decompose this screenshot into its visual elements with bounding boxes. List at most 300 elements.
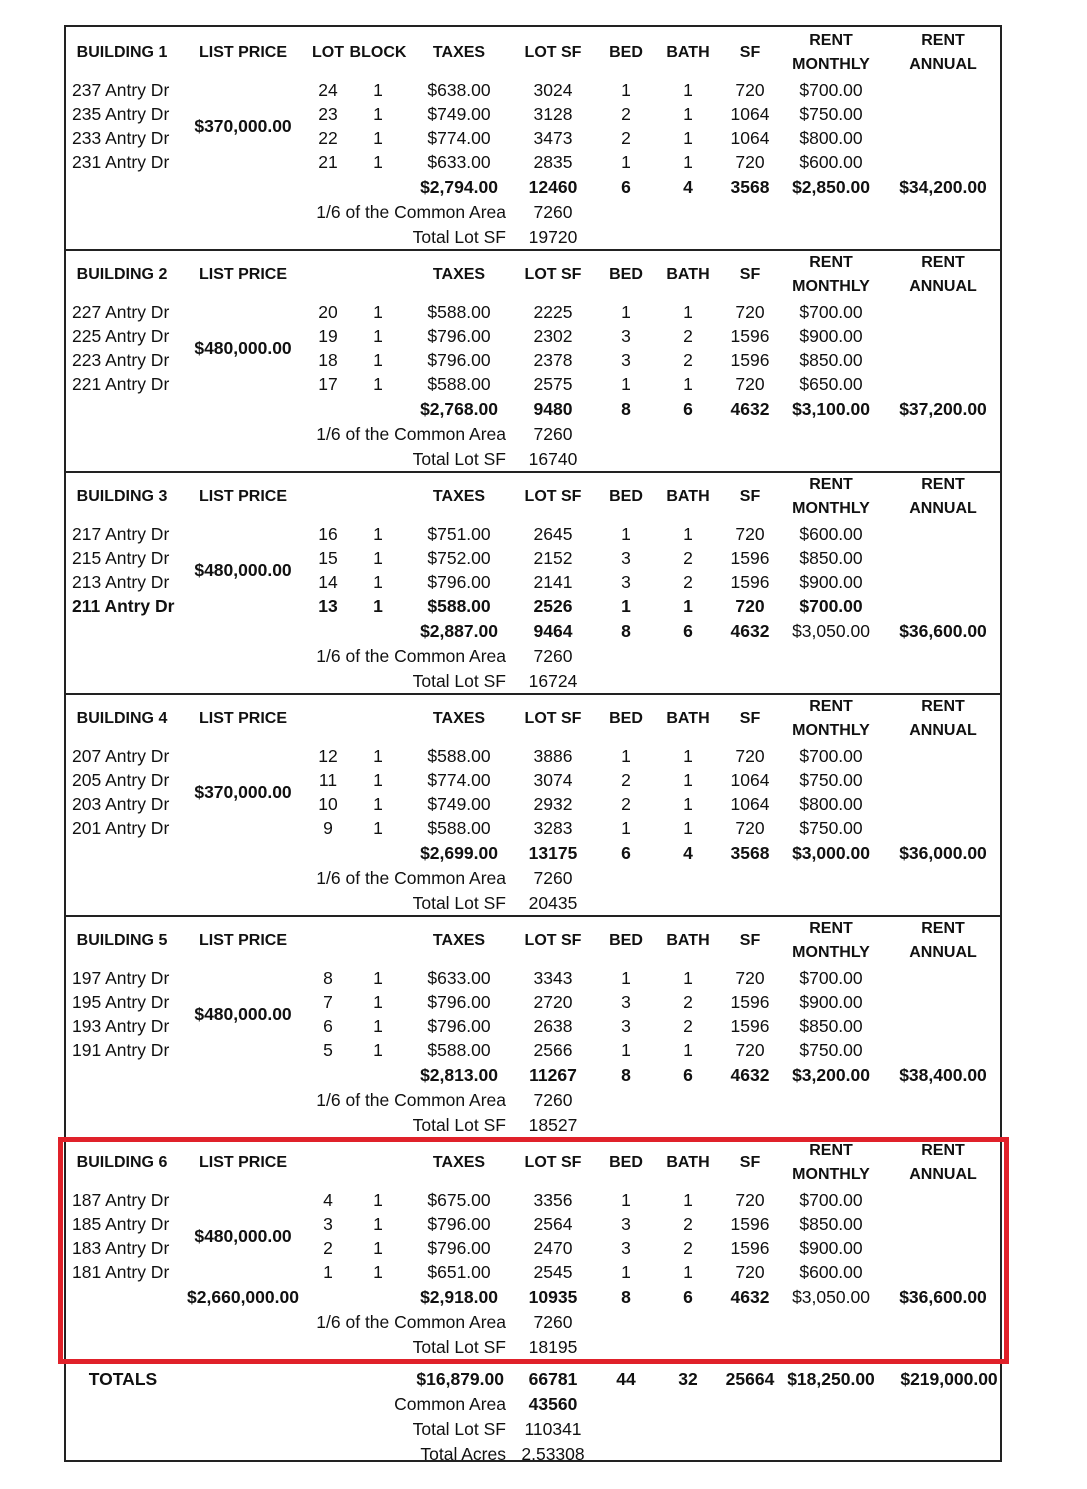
lot-sf-header: LOT SF [524,266,582,283]
building-name: BUILDING 6 [76,1154,168,1171]
unit-lot-sf: 3128 [533,104,573,124]
totals-sf: 25664 [725,1369,775,1389]
subtotal-bath: 4 [683,843,693,863]
unit-address: 217 Antry Dr [72,524,170,544]
unit-sf: 720 [735,524,765,544]
common-area-value: 7260 [533,646,573,666]
subtotal-rent-monthly: $3,200.00 [792,1065,870,1085]
rent-annual-header-bottom: ANNUAL [909,500,977,517]
unit-lot-sf: 2545 [533,1262,573,1282]
unit-address: 211 Antry Dr [72,596,175,616]
list-price: $370,000.00 [194,782,292,802]
unit-sf: 720 [735,1262,765,1282]
unit-taxes: $774.00 [427,128,491,148]
unit-address: 227 Antry Dr [72,302,170,322]
unit-block: 1 [373,1040,383,1060]
unit-bed: 1 [621,80,631,100]
sf-header: SF [739,932,761,949]
unit-rent-monthly: $750.00 [799,104,863,124]
building-block [66,249,1000,473]
taxes-header: TAXES [432,488,486,505]
unit-lot: 1 [323,1262,333,1282]
unit-bath: 2 [683,548,693,568]
unit-taxes: $588.00 [427,302,491,322]
unit-lot-sf: 2932 [533,794,573,814]
list-price: $370,000.00 [194,116,292,136]
unit-rent-monthly: $750.00 [799,770,863,790]
rent-monthly-header-bottom: MONTHLY [792,500,870,517]
taxes-header: TAXES [432,932,486,949]
unit-taxes: $749.00 [427,794,491,814]
unit-taxes: $633.00 [427,968,491,988]
unit-address: 213 Antry Dr [72,572,170,592]
unit-rent-monthly: $900.00 [799,326,863,346]
unit-bath: 2 [683,992,693,1012]
totals-common-area: 43560 [528,1394,578,1414]
unit-taxes: $638.00 [427,80,491,100]
unit-bed: 3 [621,1238,631,1258]
unit-lot-sf: 2152 [533,548,573,568]
unit-sf: 1064 [730,128,770,148]
totals-section [66,1363,1000,1463]
unit-address: 183 Antry Dr [72,1238,170,1258]
unit-lot: 2 [323,1238,333,1258]
lot-sf-header: LOT SF [524,932,582,949]
unit-bed: 1 [621,374,631,394]
building-block [66,915,1000,1139]
unit-bed: 2 [621,794,631,814]
unit-address: 205 Antry Dr [72,770,170,790]
unit-lot-sf: 2302 [533,326,573,346]
unit-bed: 1 [621,818,631,838]
unit-taxes: $796.00 [427,326,491,346]
list-price: $480,000.00 [194,1226,292,1246]
unit-sf: 1596 [730,1214,770,1234]
unit-bath: 2 [683,350,693,370]
bath-header: BATH [666,710,710,727]
unit-bath: 1 [683,1190,693,1210]
totals-total-acres-label: Total Acres [420,1444,506,1464]
unit-block: 1 [373,596,383,616]
building-name: BUILDING 3 [76,488,168,505]
unit-bed: 1 [621,302,631,322]
unit-lot-sf: 2526 [533,596,573,616]
unit-rent-monthly: $850.00 [799,1214,863,1234]
rent-monthly-header-bottom: MONTHLY [792,1166,870,1183]
bed-header: BED [609,932,643,949]
list-price: $480,000.00 [194,560,292,580]
unit-taxes: $588.00 [427,746,491,766]
taxes-header: TAXES [432,266,486,283]
unit-bath: 2 [683,1238,693,1258]
unit-taxes: $588.00 [427,1040,491,1060]
unit-sf: 1064 [730,770,770,790]
subtotal-bed: 8 [621,621,631,641]
subtotal-taxes: $2,887.00 [420,621,498,641]
subtotal-rent-monthly: $3,100.00 [792,399,870,419]
common-area-value: 7260 [533,424,573,444]
unit-block: 1 [373,326,383,346]
unit-block: 1 [373,128,383,148]
unit-address: 221 Antry Dr [72,374,170,394]
lot-sf-header: LOT SF [524,710,582,727]
unit-address: 197 Antry Dr [72,968,170,988]
subtotal-rent-annual: $36,600.00 [899,1287,987,1307]
unit-sf: 720 [735,1040,765,1060]
unit-block: 1 [373,992,383,1012]
unit-bed: 3 [621,326,631,346]
rent-annual-header-bottom: ANNUAL [909,1166,977,1183]
unit-sf: 1596 [730,1238,770,1258]
common-area-value: 7260 [533,1090,573,1110]
unit-bath: 1 [683,1040,693,1060]
unit-taxes: $633.00 [427,152,491,172]
building-name: BUILDING 2 [76,266,168,283]
total-lot-sf-value: 16724 [528,671,578,691]
unit-bath: 1 [683,818,693,838]
unit-lot: 21 [318,152,338,172]
total-lot-sf-label: Total Lot SF [412,671,506,691]
unit-sf: 1596 [730,548,770,568]
unit-address: 225 Antry Dr [72,326,170,346]
unit-block: 1 [373,524,383,544]
unit-lot: 23 [318,104,338,124]
unit-taxes: $588.00 [427,596,491,616]
subtotal-taxes: $2,794.00 [420,177,498,197]
sf-header: SF [739,1154,761,1171]
unit-taxes: $796.00 [427,1214,491,1234]
unit-rent-monthly: $850.00 [799,350,863,370]
subtotal-sf: 3568 [730,843,770,863]
unit-sf: 720 [735,80,765,100]
unit-sf: 720 [735,596,765,616]
total-lot-sf-value: 18527 [528,1115,578,1135]
sf-header: SF [739,266,761,283]
subtotal-bed: 8 [621,1287,631,1307]
rent-monthly-header-bottom: MONTHLY [792,56,870,73]
unit-bath: 1 [683,374,693,394]
unit-bed: 2 [621,104,631,124]
unit-rent-monthly: $700.00 [799,968,863,988]
unit-lot: 10 [318,794,338,814]
lot-sf-header: LOT SF [524,488,582,505]
unit-taxes: $752.00 [427,548,491,568]
unit-block: 1 [373,1214,383,1234]
subtotal-sf: 4632 [730,621,770,641]
unit-bed: 2 [621,128,631,148]
subtotal-rent-annual: $37,200.00 [899,399,987,419]
unit-rent-monthly: $700.00 [799,746,863,766]
total-lot-sf-value: 19720 [528,227,578,247]
unit-address: 181 Antry Dr [72,1262,170,1282]
unit-block: 1 [373,374,383,394]
common-area-label: 1/6 of the Common Area [316,1090,506,1110]
unit-bed: 1 [621,1040,631,1060]
subtotal-lot-sf: 13175 [528,843,578,863]
unit-lot: 6 [323,1016,333,1036]
bed-header: BED [609,710,643,727]
unit-lot-sf: 2378 [533,350,573,370]
unit-rent-monthly: $900.00 [799,572,863,592]
list-price-header: LIST PRICE [198,932,288,949]
unit-address: 187 Antry Dr [72,1190,170,1210]
unit-lot-sf: 2835 [533,152,573,172]
unit-block: 1 [373,572,383,592]
unit-taxes: $796.00 [427,1016,491,1036]
unit-lot-sf: 3024 [533,80,573,100]
unit-lot: 19 [318,326,338,346]
unit-block: 1 [373,968,383,988]
bed-header: BED [609,488,643,505]
unit-bed: 3 [621,1214,631,1234]
list-price-header: LIST PRICE [198,1154,288,1171]
unit-rent-monthly: $800.00 [799,128,863,148]
totals-total-lot-sf-label: Total Lot SF [412,1419,506,1439]
unit-taxes: $675.00 [427,1190,491,1210]
building-block [66,27,1000,251]
unit-lot-sf: 2141 [533,572,573,592]
unit-lot-sf: 3473 [533,128,573,148]
taxes-header: TAXES [432,1154,486,1171]
unit-bath: 1 [683,794,693,814]
unit-rent-monthly: $600.00 [799,152,863,172]
unit-taxes: $588.00 [427,818,491,838]
unit-lot: 24 [318,80,338,100]
unit-bed: 1 [621,152,631,172]
unit-rent-monthly: $600.00 [799,524,863,544]
unit-block: 1 [373,152,383,172]
unit-lot: 14 [318,572,338,592]
common-area-label: 1/6 of the Common Area [316,202,506,222]
unit-sf: 1596 [730,350,770,370]
unit-sf: 720 [735,818,765,838]
unit-bath: 1 [683,128,693,148]
unit-rent-monthly: $800.00 [799,794,863,814]
building-name: BUILDING 5 [76,932,168,949]
unit-lot: 7 [323,992,333,1012]
unit-address: 201 Antry Dr [72,818,170,838]
subtotal-lot-sf: 12460 [528,177,578,197]
rent-monthly-header-bottom: MONTHLY [792,278,870,295]
unit-rent-monthly: $750.00 [799,1040,863,1060]
unit-lot-sf: 3886 [533,746,573,766]
subtotal-rent-annual: $38,400.00 [899,1065,987,1085]
subtotal-sf: 3568 [730,177,770,197]
rent-monthly-header-top: RENT [809,698,853,715]
unit-lot: 15 [318,548,338,568]
bath-header: BATH [666,44,710,61]
unit-rent-monthly: $900.00 [799,1238,863,1258]
unit-lot-sf: 2645 [533,524,573,544]
building-block [66,471,1000,695]
unit-rent-monthly: $650.00 [799,374,863,394]
common-area-value: 7260 [533,1312,573,1332]
unit-address: 231 Antry Dr [72,152,170,172]
rent-annual-header-top: RENT [921,698,965,715]
unit-bath: 1 [683,302,693,322]
subtotal-rent-annual: $36,000.00 [899,843,987,863]
rent-monthly-header-top: RENT [809,32,853,49]
unit-block: 1 [373,1190,383,1210]
unit-bath: 1 [683,104,693,124]
unit-lot: 16 [318,524,338,544]
unit-taxes: $588.00 [427,374,491,394]
bed-header: BED [609,1154,643,1171]
bath-header: BATH [666,1154,710,1171]
bath-header: BATH [666,932,710,949]
common-area-label: 1/6 of the Common Area [316,424,506,444]
list-price: $480,000.00 [194,1004,292,1024]
common-area-label: 1/6 of the Common Area [316,646,506,666]
unit-lot: 9 [323,818,333,838]
unit-lot-sf: 3343 [533,968,573,988]
unit-bath: 1 [683,746,693,766]
unit-bath: 1 [683,152,693,172]
unit-block: 1 [373,770,383,790]
subtotal-bath: 6 [683,1065,693,1085]
unit-rent-monthly: $700.00 [799,1190,863,1210]
subtotal-rent-monthly: $3,050.00 [792,621,870,641]
unit-address: 193 Antry Dr [72,1016,170,1036]
unit-taxes: $796.00 [427,1238,491,1258]
unit-sf: 1064 [730,104,770,124]
unit-address: 203 Antry Dr [72,794,170,814]
subtotal-lot-sf: 9480 [533,399,573,419]
unit-block: 1 [373,302,383,322]
unit-bed: 1 [621,746,631,766]
unit-block: 1 [373,746,383,766]
unit-bath: 2 [683,1214,693,1234]
common-area-value: 7260 [533,868,573,888]
unit-bed: 1 [621,1262,631,1282]
rent-monthly-header-top: RENT [809,254,853,271]
unit-block: 1 [373,548,383,568]
unit-rent-monthly: $850.00 [799,548,863,568]
unit-address: 207 Antry Dr [72,746,170,766]
unit-bath: 1 [683,1262,693,1282]
unit-block: 1 [373,1016,383,1036]
building-block [66,1137,1000,1359]
subtotal-lot-sf: 11267 [529,1065,577,1085]
bed-header: BED [609,44,643,61]
bath-header: BATH [666,266,710,283]
subtotal-bed: 8 [621,1065,631,1085]
subtotal-bath: 4 [683,177,693,197]
unit-rent-monthly: $700.00 [799,80,863,100]
rent-monthly-header-top: RENT [809,1142,853,1159]
unit-sf: 720 [735,374,765,394]
unit-taxes: $796.00 [427,992,491,1012]
unit-sf: 720 [735,302,765,322]
property-schedule-table [64,25,1002,1462]
subtotal-sf: 4632 [730,399,770,419]
subtotal-rent-annual: $36,600.00 [899,621,987,641]
rent-annual-header-bottom: ANNUAL [909,278,977,295]
rent-monthly-header-top: RENT [809,920,853,937]
rent-annual-header-bottom: ANNUAL [909,56,977,73]
subtotal-rent-monthly: $2,850.00 [792,177,870,197]
unit-taxes: $651.00 [427,1262,491,1282]
rent-annual-header-bottom: ANNUAL [909,722,977,739]
unit-block: 1 [373,818,383,838]
unit-taxes: $796.00 [427,350,491,370]
unit-bath: 1 [683,968,693,988]
subtotal-rent-monthly: $3,000.00 [792,843,870,863]
rent-annual-header-top: RENT [921,32,965,49]
subtotal-bath: 6 [683,621,693,641]
totals-total-acres: 2.53308 [521,1444,585,1464]
unit-lot-sf: 2566 [533,1040,573,1060]
subtotal-bed: 6 [621,177,631,197]
unit-lot: 3 [323,1214,333,1234]
unit-lot-sf: 2470 [533,1238,573,1258]
totals-rent-annual: $219,000.00 [900,1369,998,1389]
totals-lot-sf: 66781 [528,1369,578,1389]
totals-taxes: $16,879.00 [416,1369,504,1389]
unit-address: 191 Antry Dr [72,1040,170,1060]
unit-lot-sf: 3356 [533,1190,573,1210]
unit-address: 223 Antry Dr [72,350,170,370]
unit-sf: 1596 [730,992,770,1012]
unit-lot: 20 [318,302,338,322]
unit-bath: 1 [683,596,693,616]
totals-common-area-label: Common Area [394,1394,506,1414]
unit-lot: 11 [318,770,338,790]
unit-taxes: $796.00 [427,572,491,592]
rent-monthly-header-top: RENT [809,476,853,493]
totals-total-lot-sf: 110341 [524,1419,582,1439]
bed-header: BED [609,266,643,283]
unit-bath: 2 [683,572,693,592]
unit-lot-sf: 3074 [533,770,573,790]
unit-lot-sf: 3283 [533,818,573,838]
totals-bath: 32 [678,1369,698,1389]
total-lot-sf-label: Total Lot SF [412,227,506,247]
unit-address: 233 Antry Dr [72,128,170,148]
unit-lot-sf: 2225 [533,302,573,322]
block-header: BLOCK [349,44,407,61]
totals-bed: 44 [616,1369,636,1389]
unit-address: 237 Antry Dr [72,80,170,100]
lot-header: LOT [312,44,344,61]
unit-taxes: $751.00 [427,524,491,544]
unit-bath: 1 [683,524,693,544]
unit-lot: 17 [318,374,338,394]
rent-annual-header-top: RENT [921,1142,965,1159]
unit-lot-sf: 2564 [533,1214,573,1234]
subtotal-bed: 6 [621,843,631,863]
common-area-label: 1/6 of the Common Area [316,868,506,888]
unit-lot-sf: 2638 [533,1016,573,1036]
unit-lot-sf: 2720 [533,992,573,1012]
unit-block: 1 [373,104,383,124]
unit-sf: 1596 [730,326,770,346]
unit-sf: 1596 [730,572,770,592]
list-price-header: LIST PRICE [198,266,288,283]
subtotal-taxes: $2,699.00 [420,843,498,863]
unit-lot: 8 [323,968,333,988]
unit-bed: 1 [621,524,631,544]
subtotal-taxes: $2,813.00 [420,1065,498,1085]
total-lot-sf-value: 16740 [528,449,578,469]
unit-rent-monthly: $700.00 [799,302,863,322]
subtotal-sf: 4632 [730,1065,770,1085]
rent-annual-header-top: RENT [921,476,965,493]
unit-bed: 3 [621,992,631,1012]
lot-sf-header: LOT SF [524,44,582,61]
unit-bed: 2 [621,770,631,790]
unit-bed: 1 [621,968,631,988]
